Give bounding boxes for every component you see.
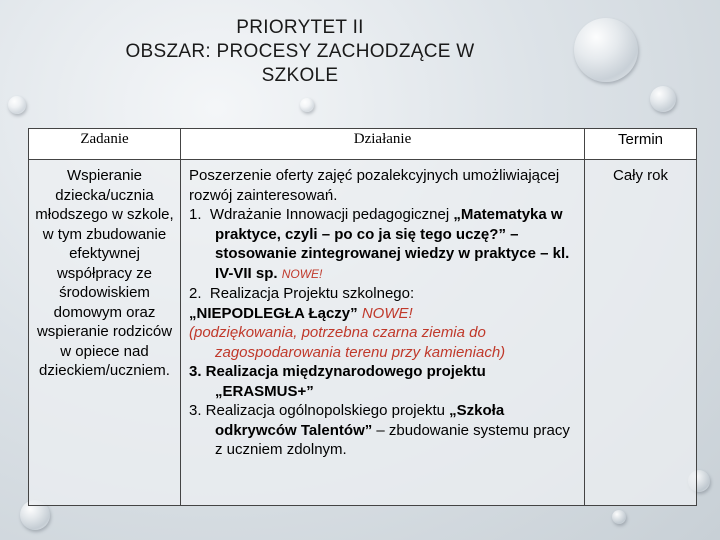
innovation-title: „Matematyka w praktyce, czyli – po co ja się tego uczę?” – stosowanie zintegrowanej wiedzy w praktyce –	[215, 206, 563, 262]
water-drop-decoration	[300, 98, 314, 112]
priority-table	[28, 128, 697, 506]
header-action: Działanie	[181, 129, 585, 160]
title-line-1: PRIORYTET II	[236, 17, 364, 38]
action-item-2-note: (podziękowania, potrzebna czarna ziemia do zagospodarowania terenu przy kamieniach)	[189, 324, 506, 361]
table-header-row	[29, 129, 697, 160]
water-drop-decoration	[650, 86, 676, 112]
action-cell	[181, 160, 585, 506]
action-intro: Poszerzenie oferty zajęć pozalekcyjnych umożliwiającej rozwój zainteresowań.	[189, 167, 560, 204]
table-row	[29, 160, 697, 506]
water-drop-decoration	[8, 96, 26, 114]
action-item-2-title: „NIEPODLEGŁA Łączy” NOWE!	[189, 304, 413, 322]
action-item-3: 3. Realizacja międzynarodowego projektu „ERASMUS+”	[189, 363, 486, 400]
new-badge: NOWE!	[361, 304, 413, 322]
action-item-1: 1. Wdrażanie Innowacji pedagogicznej „Matematyka w praktyce, czyli – po co ja się tego uczę?” – stosowanie zintegrowanej wiedzy w praktyce – kl. IV-VII sp. NOWE!	[189, 206, 570, 282]
new-badge: NOWE!	[281, 266, 323, 281]
header-term: Termin	[585, 129, 697, 160]
slide-title	[40, 16, 560, 88]
water-drop-decoration	[574, 18, 638, 82]
term-cell: Cały rok	[585, 160, 697, 506]
task-cell: Wspieranie dziecka/ucznia młodszego w szkole, w tym zbudowanie efektywnej współpracy ze środowiskiem domowym oraz wspieranie rodziców w opiece nad dzieckiem/uczniem.	[29, 160, 181, 506]
title-line-2: OBSZAR: PROCESY ZACHODZĄCE W	[125, 41, 475, 62]
action-item-2: 2. Realizacja Projektu szkolnego:	[189, 285, 415, 302]
water-drop-decoration	[612, 510, 626, 524]
header-task: Zadanie	[29, 129, 181, 160]
title-line-3: SZKOLE	[261, 65, 339, 86]
action-item-4: 3. Realizacja ogólnopolskiego projektu „Szkoła odkrywców Talentów” – zbudowanie systemu pracy z uczniem zdolnym.	[189, 402, 570, 458]
